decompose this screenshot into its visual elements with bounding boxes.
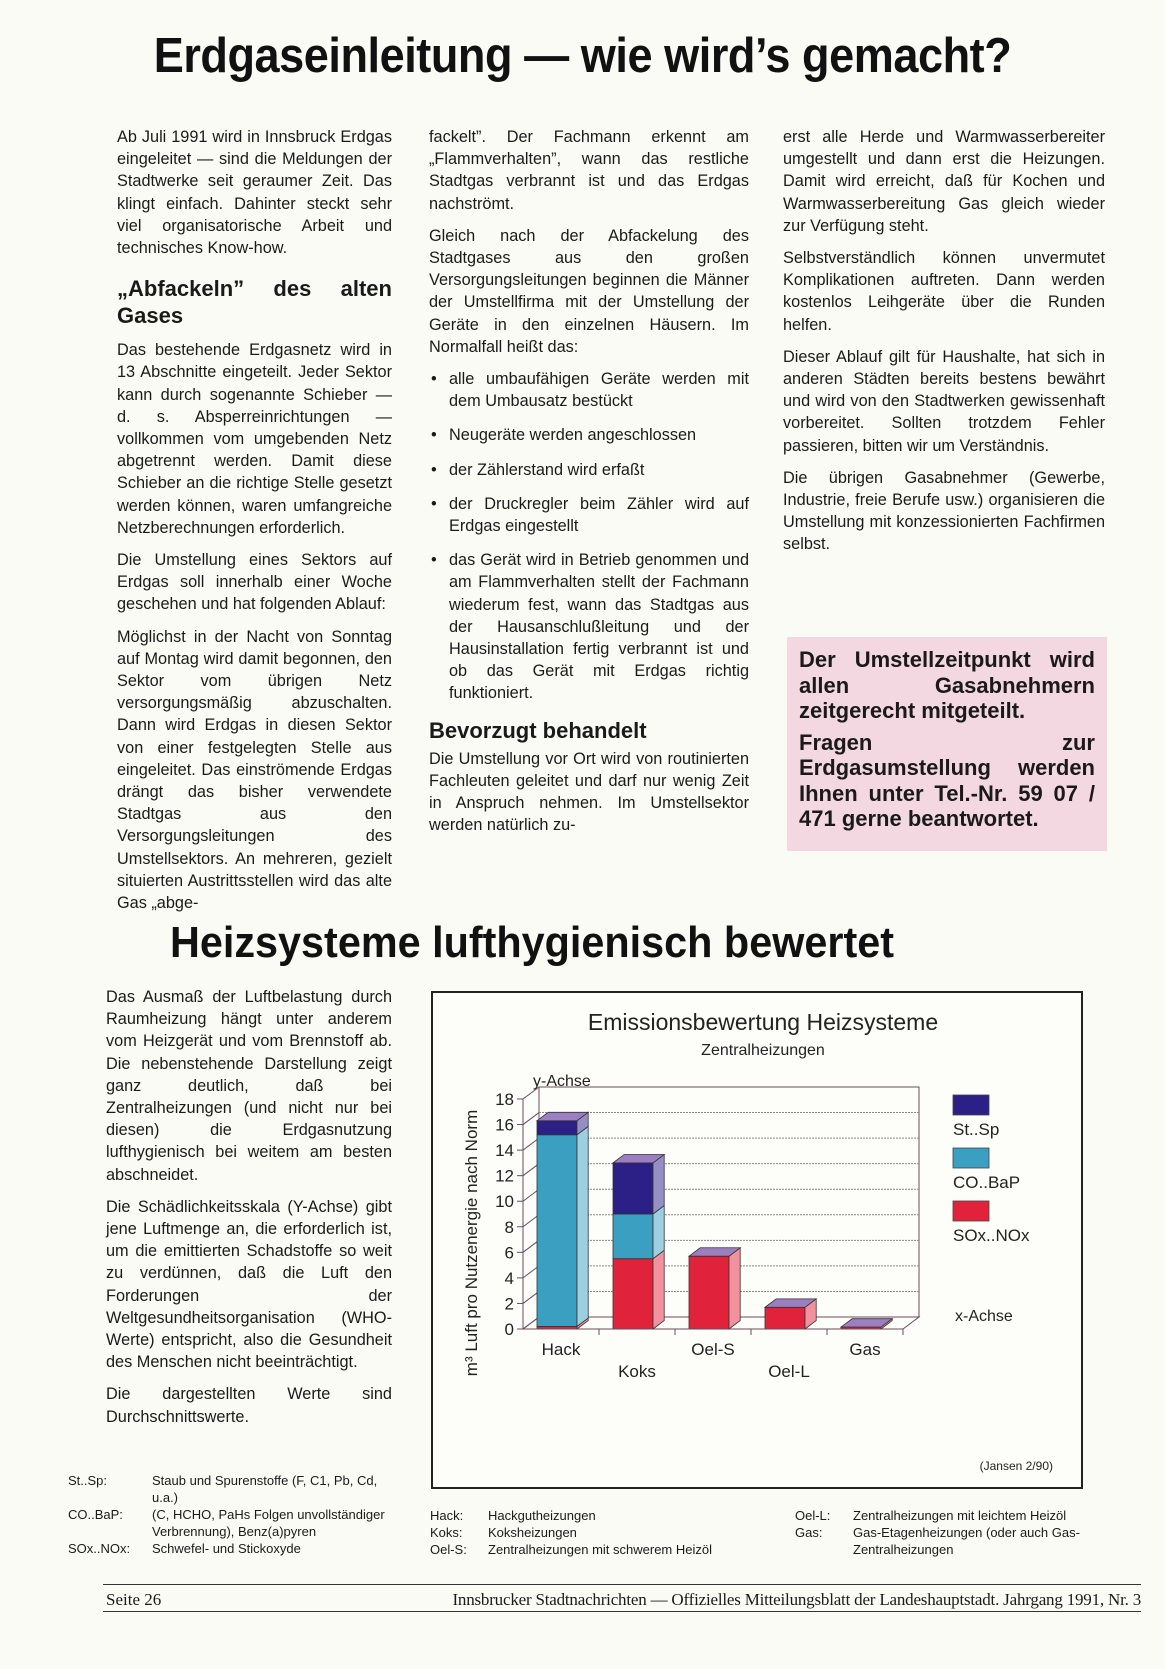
legend-swatch [953, 1095, 989, 1115]
y-axis-label: m³ Luft pro Nutzenergie nach Norm [462, 1109, 481, 1377]
bar-side-face [653, 1206, 664, 1259]
y-tick-label: 10 [495, 1192, 514, 1212]
heating-definitions-right [795, 1507, 1095, 1558]
article1-column-3 [783, 126, 1105, 566]
tick-connector [523, 1087, 539, 1099]
y-tick-label: 16 [495, 1115, 514, 1135]
paragraph: Die dargestellten Werte sind Durchschnittswerte. [106, 1385, 392, 1426]
y-tick-label: 18 [495, 1090, 514, 1109]
legend-swatch [953, 1148, 989, 1168]
bar-segment-soxnox [689, 1256, 729, 1329]
paragraph: Die übrigen Gasabnehmer (Gewerbe, Industrie, freie Berufe usw.) organisieren die Umstellung mit konzessionierten Fachfirmen selbst. [783, 468, 1105, 554]
bullet-icon: • [431, 494, 437, 513]
article2-text [106, 986, 392, 1438]
y-axis-caption: y-Achse [533, 1073, 591, 1090]
legend-swatch [953, 1201, 989, 1221]
definition-row: Gas: Gas-Etagenheizungen (oder auch Gas-Zentralheizungen [795, 1525, 1080, 1557]
tick-connector [523, 1189, 539, 1201]
footer-rule-top [103, 1584, 1141, 1585]
bar-segment-stsp [613, 1163, 653, 1214]
paragraph: Möglichst in der Nacht von Sonntag auf Montag wird damit begonnen, den Sektor vom übrigen Netz versorgungsmäßig abzuschalten. Dann wird Erdgas in diesen Sektor von einer festgelegten Stelle aus eingeleitet. Das einströmende Erdgas drängt das bisher verwendete Stadtgas aus den Versorgungsleitungen des Umstellsektors. An mehreren, gezielt situierten Austrittsstellen wird das alte Gas „abge- [117, 627, 392, 913]
article-title: Erdgaseinleitung — wie wird’s gemacht? [153, 29, 1012, 83]
paragraph: Die Schädlichkeitsskala (Y-Achse) gibt jene Luftmenge an, die erforderlich ist, um die emittierten Schadstoffe so weit zu verdünnen, daß die Luft den Forderungen der Weltgesundheitsorganisation (WHO-Werte) entspricht, also die Gesundheit des Menschen nicht beeinträchtigt. [106, 1197, 392, 1372]
y-tick-label: 6 [504, 1243, 514, 1263]
info-box-contact: Fragen zur Erdgasumstellung werden Ihnen unter Tel.-Nr. 59 07 / 471 gerne beantwortet. [799, 729, 1095, 831]
paragraph: Gleich nach der Abfackelung des Stadtgases aus den großen Versorgungsleitungen beginnen die Männer der Umstellfirma mit der Umstellung der Geräte in den einzelnen Häusern. Im Normalfall heißt das: [429, 226, 749, 356]
legend-label: St..Sp [953, 1120, 1000, 1139]
list-item: • der Druckregler beim Zähler wird auf Erdgas eingestellt [431, 494, 749, 536]
article1-column-2 [429, 126, 749, 846]
info-box-notice: Der Umstellzeitpunkt wird allen Gasabnehmern zeitgerecht mitgeteilt. [799, 647, 1095, 723]
bar-side-face [729, 1248, 740, 1329]
footer-rule-bottom [103, 1611, 1141, 1612]
bar-segment-stsp [537, 1121, 577, 1135]
page-number: Seite 26 [106, 1590, 162, 1609]
list-item: • der Zählerstand wird erfaßt [429, 459, 749, 481]
article2-title: Heizsysteme lufthygienisch bewertet [170, 918, 895, 967]
tick-connector [523, 1138, 539, 1150]
chart-source: (Jansen 2/90) [979, 1459, 1053, 1473]
paragraph: Die Umstellung vor Ort wird von routinierten Fachleuten geleitet und darf nur wenig Zeit in Anspruch nehmen. Im Umstellsektor werden natürlich zu- [429, 749, 749, 835]
definition-row: Oel-L: Zentralheizungen mit leichtem Heizöl [795, 1508, 1067, 1523]
bar-side-face [653, 1250, 664, 1329]
paragraph: fackelt”. Der Fachmann erkennt am „Flammverhalten”, wann das restliche Stadtgas verbrannt ist und das Erdgas nachströmt. [429, 128, 749, 213]
x-category-label: Koks [618, 1362, 656, 1381]
bar-segment-cobap [613, 1214, 653, 1259]
procedure-list [429, 368, 749, 705]
paragraph: erst alle Herde und Warmwasserbereiter umgestellt und dann erst die Heizungen. Damit wird erreicht, daß für Kochen und Warmwasserbereitung Gas gleich wieder zur Verfügung steht. [783, 128, 1105, 235]
legend-label: CO..BaP [953, 1173, 1021, 1192]
definition-row: St..Sp: Staub und Spurenstoffe (F, C1, Pb, Cd, u.a.) [68, 1473, 378, 1505]
list-item: • Neugeräte werden angeschlossen [429, 424, 749, 446]
bullet-icon: • [431, 370, 437, 389]
x-axis-caption: x-Achse [955, 1308, 1013, 1325]
y-tick-label: 2 [504, 1294, 514, 1314]
legend-label: SOx..NOx [953, 1226, 1030, 1245]
paragraph: Dieser Ablauf gilt für Haushalte, hat sich in anderen Städten bereits bestens bewährt und wird von den Stadtwerken gewissenhaft vorbereitet. Sollten trotzdem Fehler passieren, bitten wir um Verständnis. [783, 347, 1105, 455]
heating-definitions-left [430, 1507, 760, 1558]
bar-side-face [577, 1126, 588, 1326]
x-category-label: Oel-L [768, 1362, 810, 1381]
x-category-label: Hack [541, 1340, 581, 1359]
definition-row: CO..BaP: (C, HCHO, PaHs Folgen unvollständiger Verbrennung), Benz(a)pyren [68, 1507, 385, 1539]
list-item: • alle umbaufähigen Geräte werden mit dem Umbausatz bestückt [431, 370, 749, 411]
bullet-icon: • [431, 460, 437, 479]
list-item: • das Gerät wird in Betrieb genommen und am Flammverhalten stellt der Fachmann wiederum fest, wann das Stadtgas aus der Hausanschlußleitung und der Hausinstallation fertig verbrannt ist und ob das Gerät mit Erdgas richtig funktioniert. [431, 551, 749, 703]
bar-side-face [653, 1154, 664, 1214]
y-tick-label: 14 [495, 1141, 514, 1161]
paragraph: Die Umstellung eines Sektors auf Erdgas soll innerhalb einer Woche geschehen und hat folgenden Ablauf: [117, 551, 392, 614]
intro-paragraph: Ab Juli 1991 wird in Innsbruck Erdgas eingeleitet — sind die Meldungen der Stadtwerke seit geraumer Zeit. Das klingt einfach. Dahinter steckt sehr viel organisatorische Arbeit und technisches Know-how. [117, 128, 392, 258]
definition-row: SOx..NOx: Schwefel- und Stickoxyde [68, 1541, 301, 1556]
x-category-label: Oel-S [691, 1340, 735, 1359]
y-tick-label: 12 [495, 1166, 514, 1186]
y-tick-label: 0 [504, 1320, 514, 1339]
publication-line: Innsbrucker Stadtnachrichten — Offizielles Mitteilungsblatt der Landeshauptstadt. Jahrgang 1991, Nr. 3 [452, 1590, 1141, 1609]
definition-row: Oel-S: Zentralheizungen mit schwerem Heizöl [430, 1542, 712, 1557]
info-box [787, 637, 1107, 851]
definition-row: Hack: Hackgutheizungen [430, 1508, 596, 1523]
bar-segment-cobap [537, 1135, 577, 1327]
article1-column-1 [117, 126, 392, 924]
emission-chart [431, 991, 1083, 1489]
tick-connector [523, 1291, 539, 1303]
bullet-icon: • [431, 426, 437, 445]
tick-connector [523, 1240, 539, 1252]
tick-connector [523, 1266, 539, 1278]
bullet-icon: • [431, 551, 437, 570]
chart-title: Emissionsbewertung Heizsysteme [587, 1009, 939, 1035]
y-tick-label: 4 [504, 1268, 514, 1288]
y-tick-label: 8 [504, 1217, 514, 1237]
chart-subtitle: Zentralheizungen [701, 1042, 825, 1059]
paragraph: Das bestehende Erdgasnetz wird in 13 Abschnitte eingeteilt. Jeder Sektor kann durch sogenannte Schieber — d. s. Absperreinrichtungen — vollkommen vom umgebenden Netz abgetrennt werden. Damit diese Schieber an die richtige Stelle gesetzt werden können, waren umfangreiche Netzberechnungen erforderlich. [117, 341, 392, 537]
tick-connector [523, 1215, 539, 1227]
tick-connector [523, 1113, 539, 1125]
section-heading-abfackeln: „Abfackeln” des alten Gases [117, 276, 392, 329]
emission-chart-svg [433, 993, 1081, 1487]
bar-segment-soxnox [613, 1259, 653, 1329]
tick-connector [523, 1164, 539, 1176]
x-category-label: Gas [849, 1340, 881, 1359]
paragraph: Selbstverständlich können unvermutet Komplikationen auftreten. Dann werden kostenlos Leihgeräte über die Runden helfen. [783, 249, 1105, 334]
paragraph: Das Ausmaß der Luftbelastung durch Raumheizung hängt unter anderem vom Heizgerät und vom Brennstoff ab. Die nebenstehende Darstellung zeigt ganz deutlich, daß bei Zentralheizungen (und nicht nur bei diesen) die Erdgasnutzung lufthygienisch bei weitem am besten abschneidet. [106, 988, 392, 1184]
section-heading-bevorzugt: Bevorzugt behandelt [429, 717, 647, 743]
definition-row: Koks: Koksheizungen [430, 1525, 577, 1540]
pollutant-definitions [68, 1472, 398, 1557]
bar-segment-soxnox [765, 1307, 805, 1329]
